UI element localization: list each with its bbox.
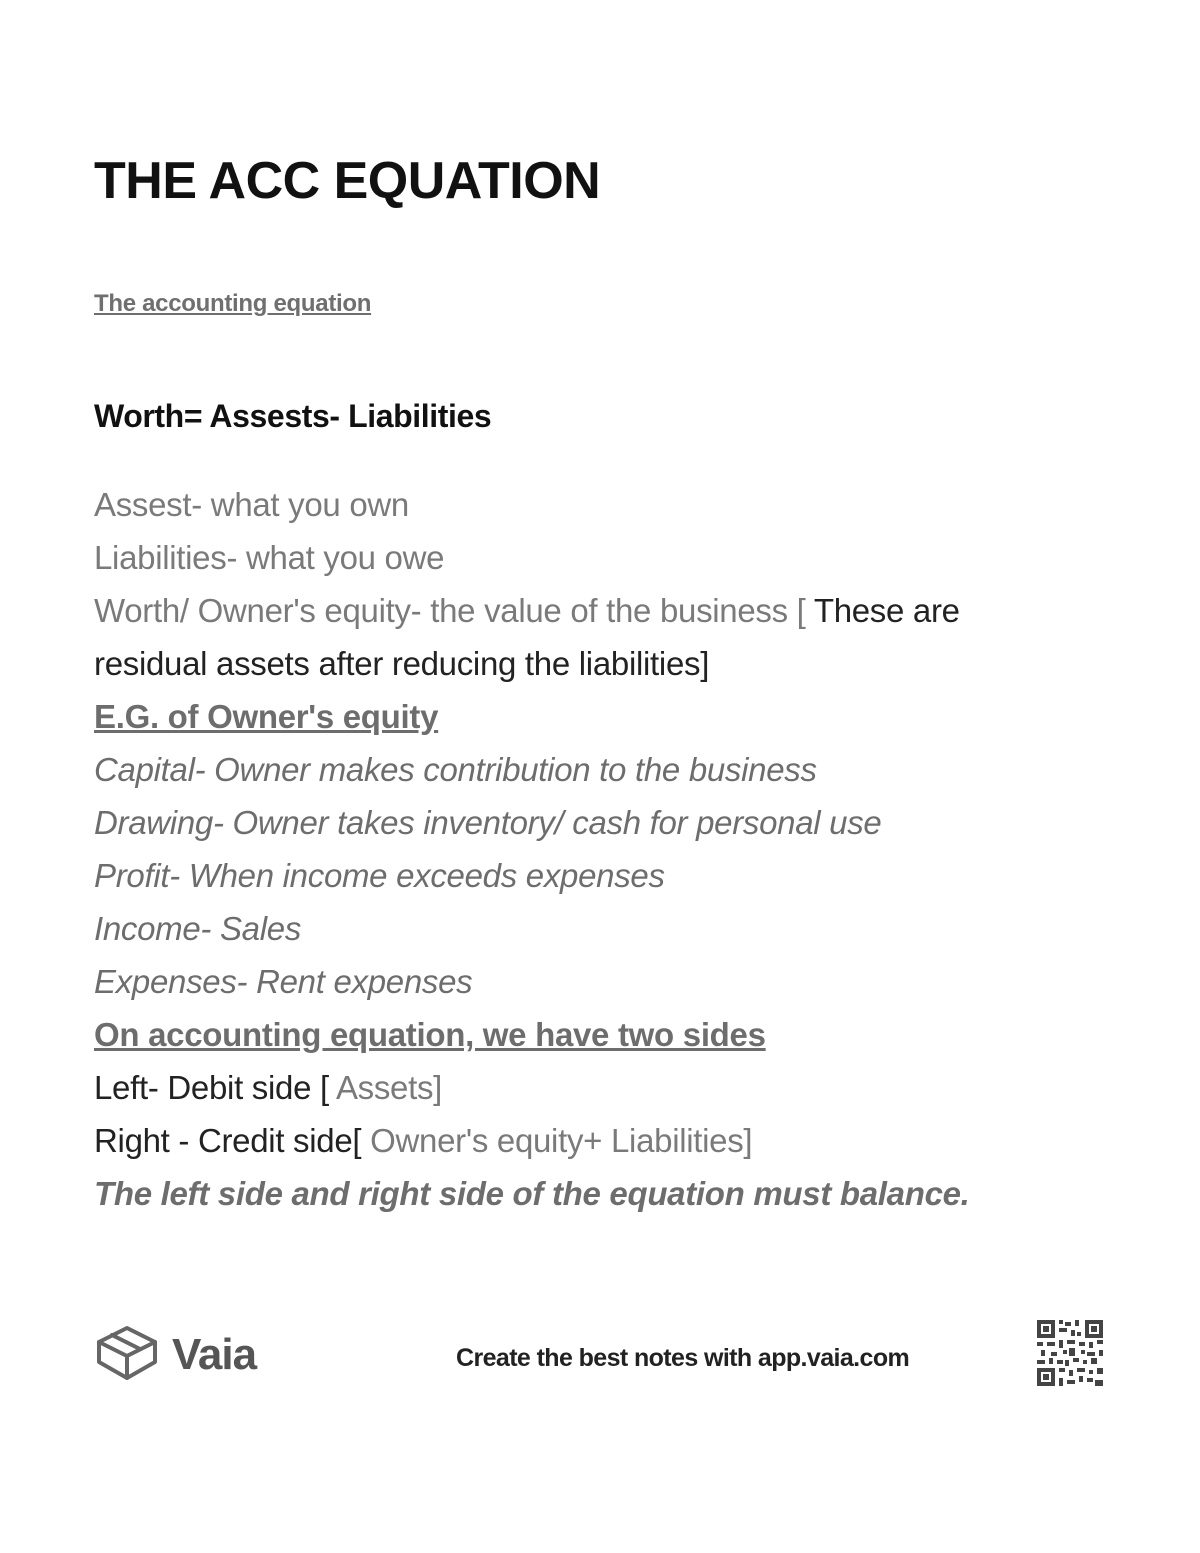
right-side-label: Right - Credit side[ bbox=[94, 1122, 362, 1159]
definition-worth-note-cont: residual assets after reducing the liabilities] bbox=[94, 645, 710, 682]
definition-worth bbox=[94, 584, 1104, 637]
vaia-box-icon bbox=[94, 1322, 160, 1384]
sides-heading: On accounting equation, we have two sides bbox=[94, 1016, 766, 1053]
example-income: Income- Sales bbox=[94, 910, 302, 947]
examples-heading: E.G. of Owner's equity bbox=[94, 698, 439, 735]
right-side-value: Owner's equity+ Liabilities] bbox=[361, 1122, 753, 1159]
page-footer bbox=[94, 1318, 1104, 1388]
example-capital: Capital- Owner makes contribution to the business bbox=[94, 751, 817, 788]
definition-liabilities: Liabilities- what you owe bbox=[94, 539, 445, 576]
brand-name: Vaia bbox=[172, 1330, 257, 1379]
footer-note[interactable]: Create the best notes with app.vaia.com bbox=[456, 1344, 910, 1372]
example-expenses: Expenses- Rent expenses bbox=[94, 963, 473, 1000]
page-title: THE ACC EQUATION bbox=[94, 152, 601, 210]
left-side-label: Left- Debit side [ bbox=[94, 1069, 329, 1106]
vaia-logo[interactable] bbox=[94, 1322, 284, 1384]
example-profit: Profit- When income exceeds expenses bbox=[94, 857, 665, 894]
right-side bbox=[94, 1114, 1104, 1167]
left-side bbox=[94, 1061, 1104, 1114]
equation-heading: Worth= Assests- Liabilities bbox=[94, 398, 492, 434]
qr-code-icon[interactable] bbox=[1037, 1320, 1103, 1386]
notes-body bbox=[94, 478, 1104, 1220]
conclusion: The left side and right side of the equation must balance. bbox=[94, 1175, 970, 1212]
left-side-value: Assets] bbox=[328, 1069, 443, 1106]
example-drawing: Drawing- Owner takes inventory/ cash for personal use bbox=[94, 804, 882, 841]
definition-worth-lead: Worth/ Owner's equity- the value of the business [ bbox=[94, 592, 806, 629]
definition-worth-note: These are bbox=[805, 592, 960, 629]
definition-assets: Assest- what you own bbox=[94, 486, 409, 523]
section-subheading: The accounting equation bbox=[94, 290, 372, 317]
